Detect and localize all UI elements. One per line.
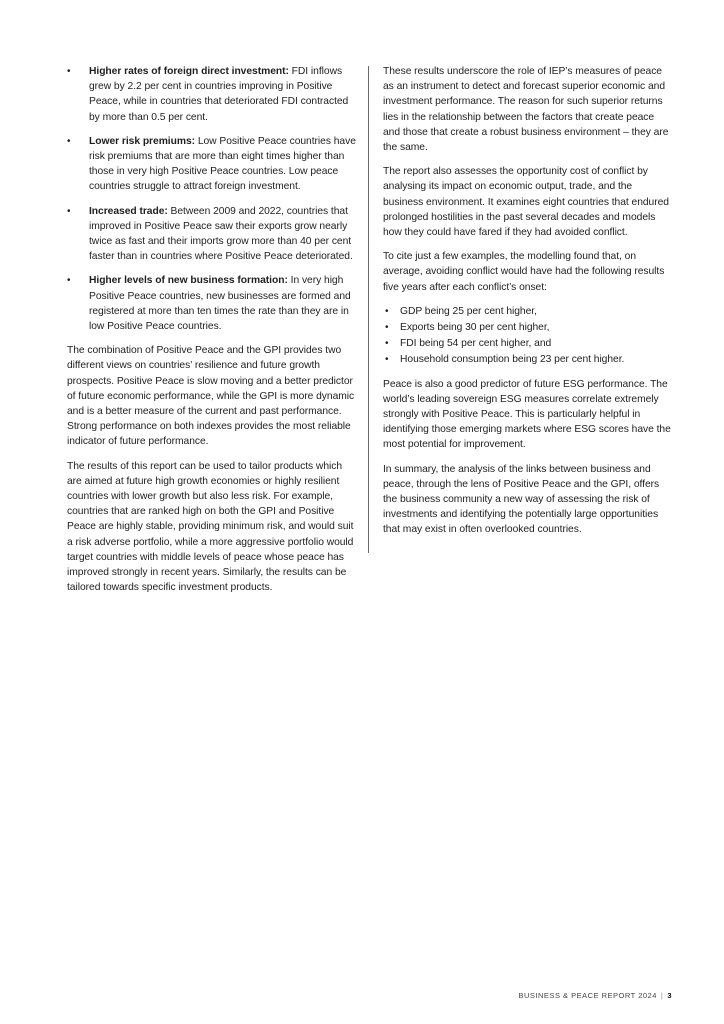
list-item xyxy=(383,352,673,367)
body-paragraph: The results of this report can be used to tailor products which are aimed at future high growth economies or highly resilient countries with lower growth but also less risk. For example, countries that are ranked high on both the GPI and Positive Peace are highly stable, providing minimum risk, and would suit a risk adverse portfolio, while a more aggressive portfolio would target countries with middle levels of peace whose peace has improved strongly in recent years. Similarly, the results can be tailored towards specific investment products. xyxy=(67,460,354,594)
right-column xyxy=(383,64,673,547)
bullet-text: FDI inflows grew by 2.2 per cent in countries improving in Positive Peace, while in countries that deteriorated FDI contracted by more than 0.5 per cent. xyxy=(89,66,349,123)
bullet-text: Between 2009 and 2022, countries that improved in Positive Peace saw their exports grow nearly twice as fast and their imports grow more than 40 per cent faster than in countries where Positive Peace deteriorated. xyxy=(89,205,353,263)
body-paragraph: In summary, the analysis of the links between business and peace, through the lens of Positive Peace and the GPI, offers the business community a new way of assessing the risk of investments and identifying the potentially large opportunities that may exist in often overlooked countries. xyxy=(383,463,660,536)
list-item xyxy=(67,64,357,125)
bullet-lead: Lower risk premiums: xyxy=(89,135,196,147)
bullet-text: Low Positive Peace countries have risk premiums that are more than eight times higher than those in very high Positive Peace countries. Low peace countries struggle to attract foreign investment. xyxy=(89,135,356,193)
list-item-text: Household consumption being 23 per cent higher. xyxy=(400,354,625,366)
list-item xyxy=(67,134,357,195)
report-title: BUSINESS & PEACE REPORT 2024 xyxy=(518,991,657,1000)
list-item xyxy=(383,304,673,319)
bullet-icon: • xyxy=(385,305,389,317)
key-findings-list xyxy=(67,64,357,334)
bullet-icon: • xyxy=(67,135,71,147)
bullet-icon: • xyxy=(67,66,71,77)
results-list xyxy=(383,304,673,368)
body-paragraph: These results underscore the role of IEP’s measures of peace as an instrument to detect and forecast superior economic and investment performance. The reason for such superior returns lies in the relationship between the factors that create peace and those that create a robust business environment – they are the same. xyxy=(383,66,669,154)
bullet-icon: • xyxy=(67,205,71,217)
bullet-lead: Higher levels of new business formation: xyxy=(89,275,288,287)
list-item-text: Exports being 30 per cent higher, xyxy=(400,322,550,334)
column-divider xyxy=(368,66,369,553)
bullet-icon: • xyxy=(67,275,71,287)
list-item xyxy=(383,320,673,335)
bullet-lead: Increased trade: xyxy=(89,205,168,217)
left-column xyxy=(67,64,357,605)
bullet-text: In very high Positive Peace countries, new businesses are formed and registered at more than ten times the rate than they are in low Positive Peace countries. xyxy=(89,275,351,333)
bullet-lead: Higher rates of foreign direct investment: xyxy=(89,66,289,77)
page-footer xyxy=(519,991,672,1000)
bullet-icon: • xyxy=(385,322,389,334)
page-number: 3 xyxy=(667,991,672,1000)
body-paragraph: The report also assesses the opportunity cost of conflict by analysing its impact on economic output, trade, and the business environment. It examines eight countries that endured prolonged hostilities in the past several decades and models how they could have fared if they had avoided conflict. xyxy=(383,166,669,239)
list-item xyxy=(383,336,673,351)
bullet-icon: • xyxy=(385,354,389,366)
body-paragraph: Peace is also a good predictor of future ESG performance. The world’s leading sovereign ESG measures correlate extremely strongly with Positive Peace. This is particularly helpful in identifying those emerging markets where ESG scores have the most potential for improvement. xyxy=(383,378,671,451)
bullet-icon: • xyxy=(385,338,389,350)
list-item-text: GDP being 25 per cent higher, xyxy=(400,305,537,317)
list-item xyxy=(67,273,357,334)
list-item xyxy=(67,204,357,265)
footer-separator: | xyxy=(660,991,664,1000)
body-paragraph: The combination of Positive Peace and the GPI provides two different views on countries’ resilience and future growth prospects. Positive Peace is slow moving and a better predictor of future economic performance, while the GPI is more dynamic and is a better measure of the current and past performance. Strong performance on both indexes provides the most reliable indicator of future performance. xyxy=(67,345,355,448)
list-item-text: FDI being 54 per cent higher, and xyxy=(400,338,552,350)
body-paragraph: To cite just a few examples, the modelling found that, on average, avoiding conflict would have had the following results five years after each conflict’s onset: xyxy=(383,251,665,293)
